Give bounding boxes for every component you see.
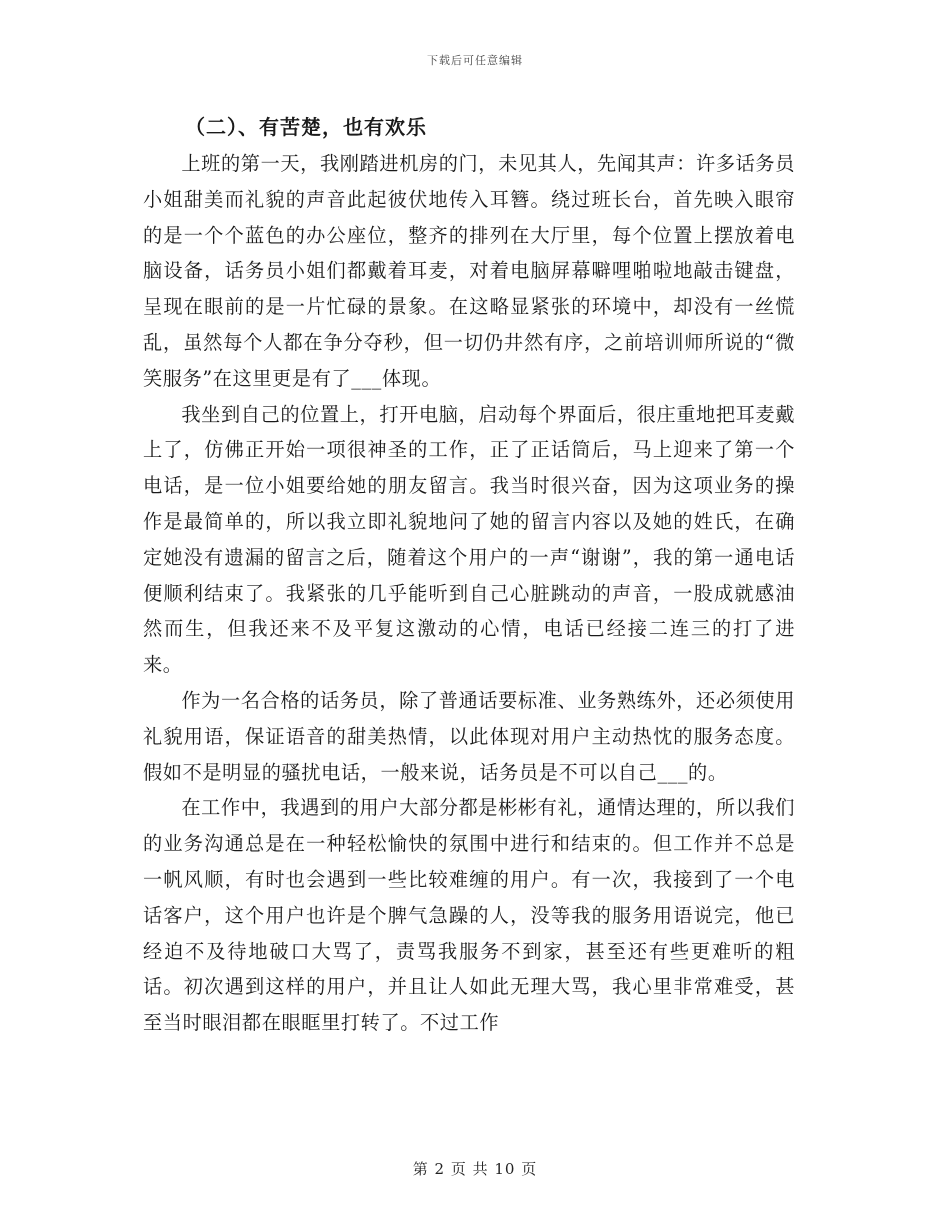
paragraph-4: 在工作中，我遇到的用户大部分都是彬彬有礼，通情达理的，所以我们的业务沟通总是在一种轻松愉快的氛围中进行和结束的。但工作并不总是一帆风顺，有时也会遇到一些比较难缠的用户。有一次，我接到了一个电话客户，这个用户也许是个脾气急躁的人，没等我的服务用语说完，他已经迫不及待地破口大骂了，责骂我服务不到家，甚至还有些更难听的粗话。初次遇到这样的用户，并且让人如此无理大骂，我心里非常难受，甚至当时眼泪都在眼眶里打转了。不过工作 bbox=[143, 796, 795, 1035]
paragraph-3: 作为一名合格的话务员，除了普通话要标准、业务熟练外，还必须使用礼貌用语，保证语音的甜美热情，以此体现对用户主动热忱的服务态度。假如不是明显的骚扰电话，一般来说，话务员是不可以自己___的。 bbox=[143, 688, 795, 784]
document-body bbox=[143, 108, 795, 1041]
header-note: 下载后可任意编辑 bbox=[427, 54, 523, 67]
paragraph-1: 上班的第一天，我刚踏进机房的门，未见其人，先闻其声：许多话务员小姐甜美而礼貌的声音此起彼伏地传入耳簪。绕过班长台，首先映入眼帘的是一个个蓝色的办公座位，整齐的排列在大厅里，每个位置上摆放着电脑设备，话务员小姐们都戴着耳麦，对着电脑屏幕噼哩啪啦地敲击键盘，呈现在眼前的是一片忙碌的景象。在这略显紧张的环境中，却没有一丝慌乱，虽然每个人都在争分夺秒，但一切仍井然有序，之前培训师所说的“微笑服务”在这里更是有了___体现。 bbox=[143, 152, 795, 390]
paragraph-2: 我坐到自己的位置上，打开电脑，启动每个界面后，很庄重地把耳麦戴上了，仿佛正开始一项很神圣的工作，正了正话筒后，马上迎来了第一个电话，是一位小姐要给她的朋友留言。我当时很兴奋，因为这项业务的操作是最简单的，所以我立即礼貌地问了她的留言内容以及她的姓氏，在确定她没有遗漏的留言之后，随着这个用户的一声“谢谢”，我的第一通电话便顺利结束了。我紧张的几乎能听到自己心脏跳动的声音，一股成就感油然而生，但我还来不及平复这激动的心情，电话已经接二连三的打了进来。 bbox=[143, 402, 795, 677]
section-title: （二）、有苦楚，也有欢乐 bbox=[185, 115, 427, 139]
page-number: 第 2 页 共 10 页 bbox=[412, 1160, 538, 1178]
